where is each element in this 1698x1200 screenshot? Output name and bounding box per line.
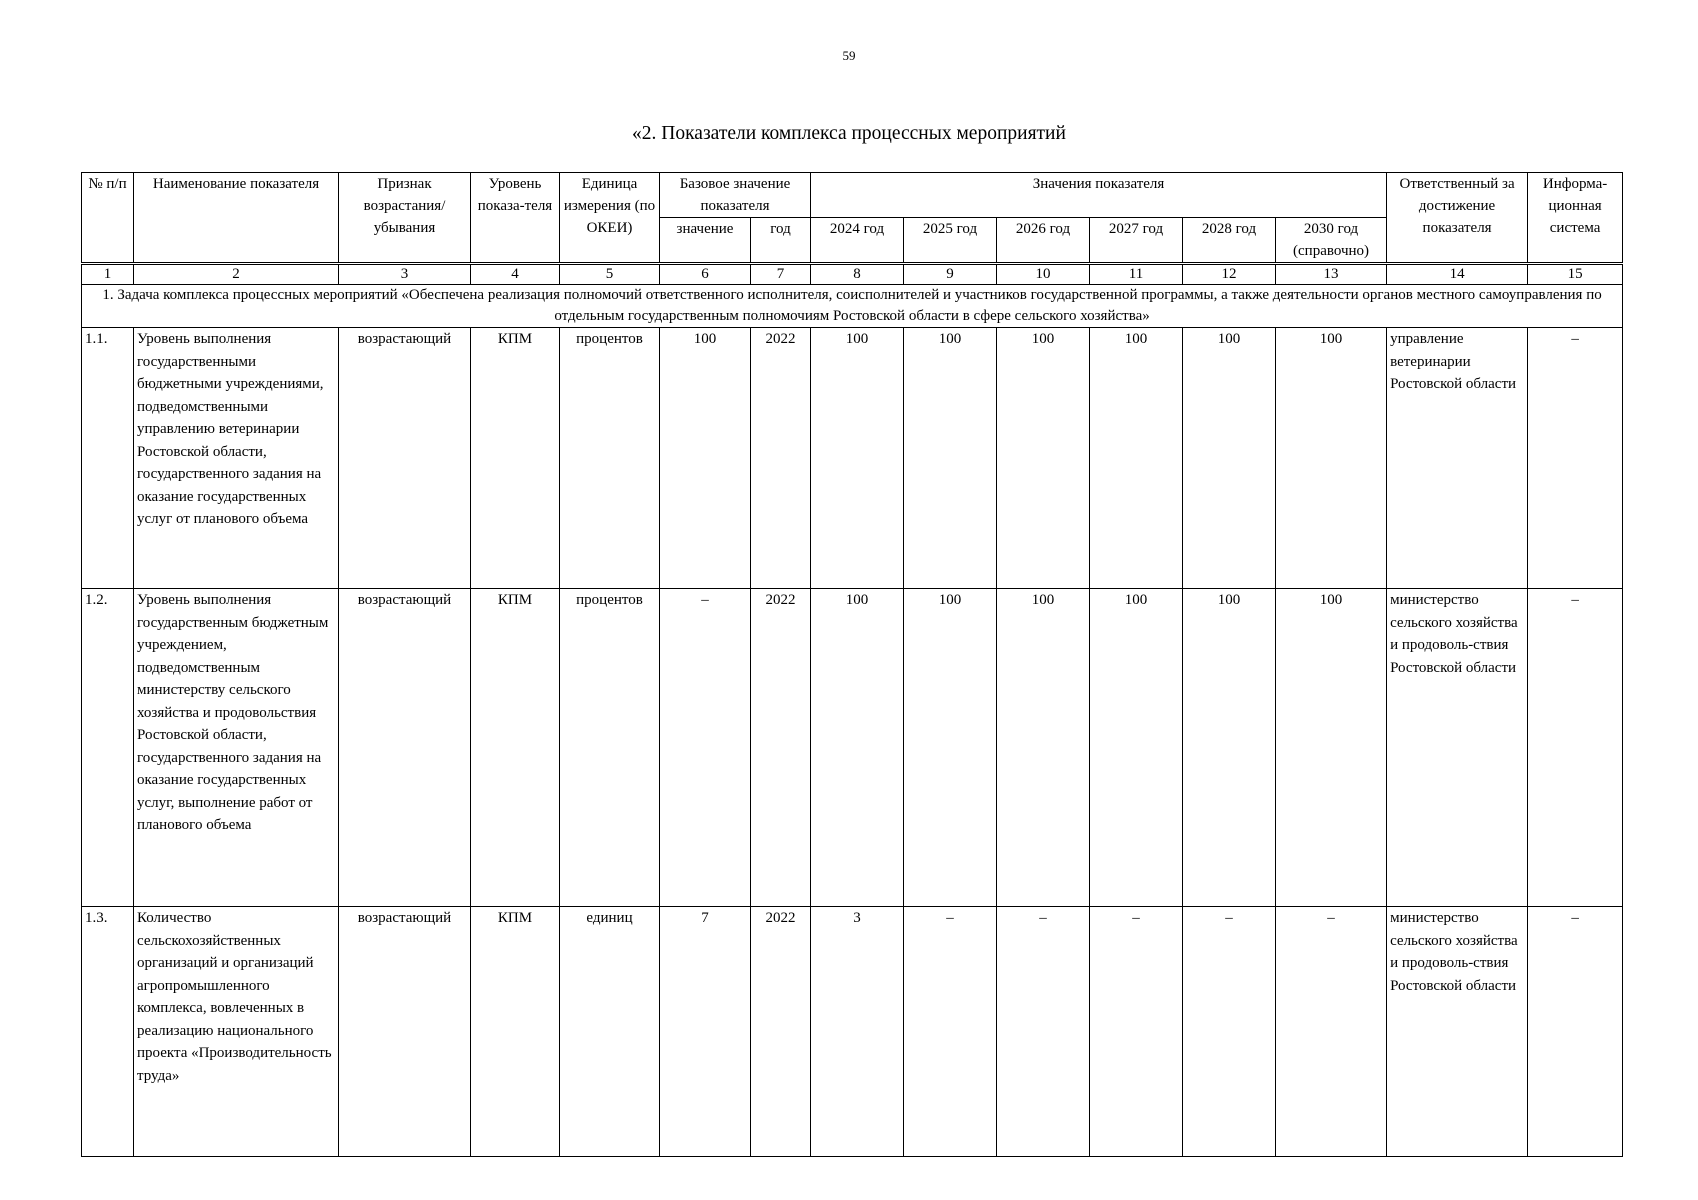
- value-2028: 100: [1183, 328, 1276, 589]
- base-value: –: [660, 589, 751, 907]
- infosystem: –: [1528, 907, 1623, 1157]
- base-value: 7: [660, 907, 751, 1157]
- header-responsible: Ответственный за достижение показателя: [1387, 173, 1528, 264]
- header-unit: Единица измерения (по ОКЕИ): [560, 173, 660, 264]
- value-2027: 100: [1090, 328, 1183, 589]
- header-values: Значения показателя: [811, 173, 1387, 218]
- header-year: 2026 год: [997, 218, 1090, 264]
- header-base: Базовое значение показателя: [660, 173, 811, 218]
- indicator-sign: возрастающий: [339, 328, 471, 589]
- row-number: 1.3.: [82, 907, 134, 1157]
- header-year: 2030 год (справочно): [1276, 218, 1387, 264]
- indicator-name: Уровень выполнения государственными бюджетными учреждениями, подведомственными управлению ветеринарии Ростовской области, государственного задания на оказание государственных услуг от планового объема: [134, 328, 339, 589]
- responsible: управление ветеринарии Ростовской области: [1387, 328, 1528, 589]
- column-number: 4: [471, 264, 560, 285]
- header-base-value: значение: [660, 218, 751, 264]
- column-numbers-row: [82, 264, 1623, 285]
- indicator-level: КПМ: [471, 589, 560, 907]
- table-row: [82, 328, 1623, 589]
- header-base-year: год: [751, 218, 811, 264]
- indicator-unit: процентов: [560, 328, 660, 589]
- indicator-sign: возрастающий: [339, 589, 471, 907]
- infosystem: –: [1528, 328, 1623, 589]
- infosystem: –: [1528, 589, 1623, 907]
- base-year: 2022: [751, 328, 811, 589]
- value-2026: –: [997, 907, 1090, 1157]
- table-row: [82, 589, 1623, 907]
- header-no: № п/п: [82, 173, 134, 264]
- value-2030: –: [1276, 907, 1387, 1157]
- column-number: 6: [660, 264, 751, 285]
- header-row: [82, 173, 1623, 218]
- header-year: 2027 год: [1090, 218, 1183, 264]
- indicator-sign: возрастающий: [339, 907, 471, 1157]
- value-2028: –: [1183, 907, 1276, 1157]
- base-value: 100: [660, 328, 751, 589]
- value-2030: 100: [1276, 328, 1387, 589]
- column-number: 1: [82, 264, 134, 285]
- column-number: 12: [1183, 264, 1276, 285]
- value-2025: 100: [904, 328, 997, 589]
- task-title: 1. Задача комплекса процессных мероприятий «Обеспечена реализация полномочий ответственного исполнителя, соисполнителей и участников государственной программы, а также деятельности органов местного самоуправления по отдельным государственным полномочиям Ростовской области в сфере сельского хозяйства»: [82, 285, 1623, 328]
- value-2024: 100: [811, 328, 904, 589]
- column-number: 7: [751, 264, 811, 285]
- column-number: 8: [811, 264, 904, 285]
- header-name: Наименование показателя: [134, 173, 339, 264]
- row-number: 1.1.: [82, 328, 134, 589]
- indicator-level: КПМ: [471, 328, 560, 589]
- value-2024: 3: [811, 907, 904, 1157]
- header-year: 2025 год: [904, 218, 997, 264]
- table-row: [82, 907, 1623, 1157]
- column-number: 14: [1387, 264, 1528, 285]
- column-number: 3: [339, 264, 471, 285]
- indicator-level: КПМ: [471, 907, 560, 1157]
- column-number: 15: [1528, 264, 1623, 285]
- responsible: министерство сельского хозяйства и продоволь-ствия Ростовской области: [1387, 907, 1528, 1157]
- column-number: 11: [1090, 264, 1183, 285]
- indicator-unit: единиц: [560, 907, 660, 1157]
- value-2028: 100: [1183, 589, 1276, 907]
- indicator-name: Количество сельскохозяйственных организаций и организаций агропромышленного комплекса, вовлеченных в реализацию национального проекта «Производительность труда»: [134, 907, 339, 1157]
- column-number: 13: [1276, 264, 1387, 285]
- responsible: министерство сельского хозяйства и продоволь-ствия Ростовской области: [1387, 589, 1528, 907]
- column-number: 2: [134, 264, 339, 285]
- page-number: 59: [842, 48, 856, 63]
- row-number: 1.2.: [82, 589, 134, 907]
- value-2027: –: [1090, 907, 1183, 1157]
- header-sign: Признак возрастания/ убывания: [339, 173, 471, 264]
- section-title: «2. Показатели комплекса процессных мероприятий: [632, 123, 1066, 144]
- value-2026: 100: [997, 328, 1090, 589]
- base-year: 2022: [751, 589, 811, 907]
- column-number: 5: [560, 264, 660, 285]
- value-2026: 100: [997, 589, 1090, 907]
- header-level: Уровень показа-теля: [471, 173, 560, 264]
- indicator-unit: процентов: [560, 589, 660, 907]
- indicator-name: Уровень выполнения государственным бюджетным учреждением, подведомственным министерству сельского хозяйства и продовольствия Ростовской области, государственного задания на оказание государственных услуг, выполнение работ от планового объема: [134, 589, 339, 907]
- column-number: 9: [904, 264, 997, 285]
- task-row: [82, 285, 1623, 328]
- value-2024: 100: [811, 589, 904, 907]
- value-2025: 100: [904, 589, 997, 907]
- header-year: 2024 год: [811, 218, 904, 264]
- header-year: 2028 год: [1183, 218, 1276, 264]
- value-2027: 100: [1090, 589, 1183, 907]
- header-infosystem: Информа-ционная система: [1528, 173, 1623, 264]
- column-number: 10: [997, 264, 1090, 285]
- value-2030: 100: [1276, 589, 1387, 907]
- base-year: 2022: [751, 907, 811, 1157]
- value-2025: –: [904, 907, 997, 1157]
- indicators-table: [81, 172, 1623, 1157]
